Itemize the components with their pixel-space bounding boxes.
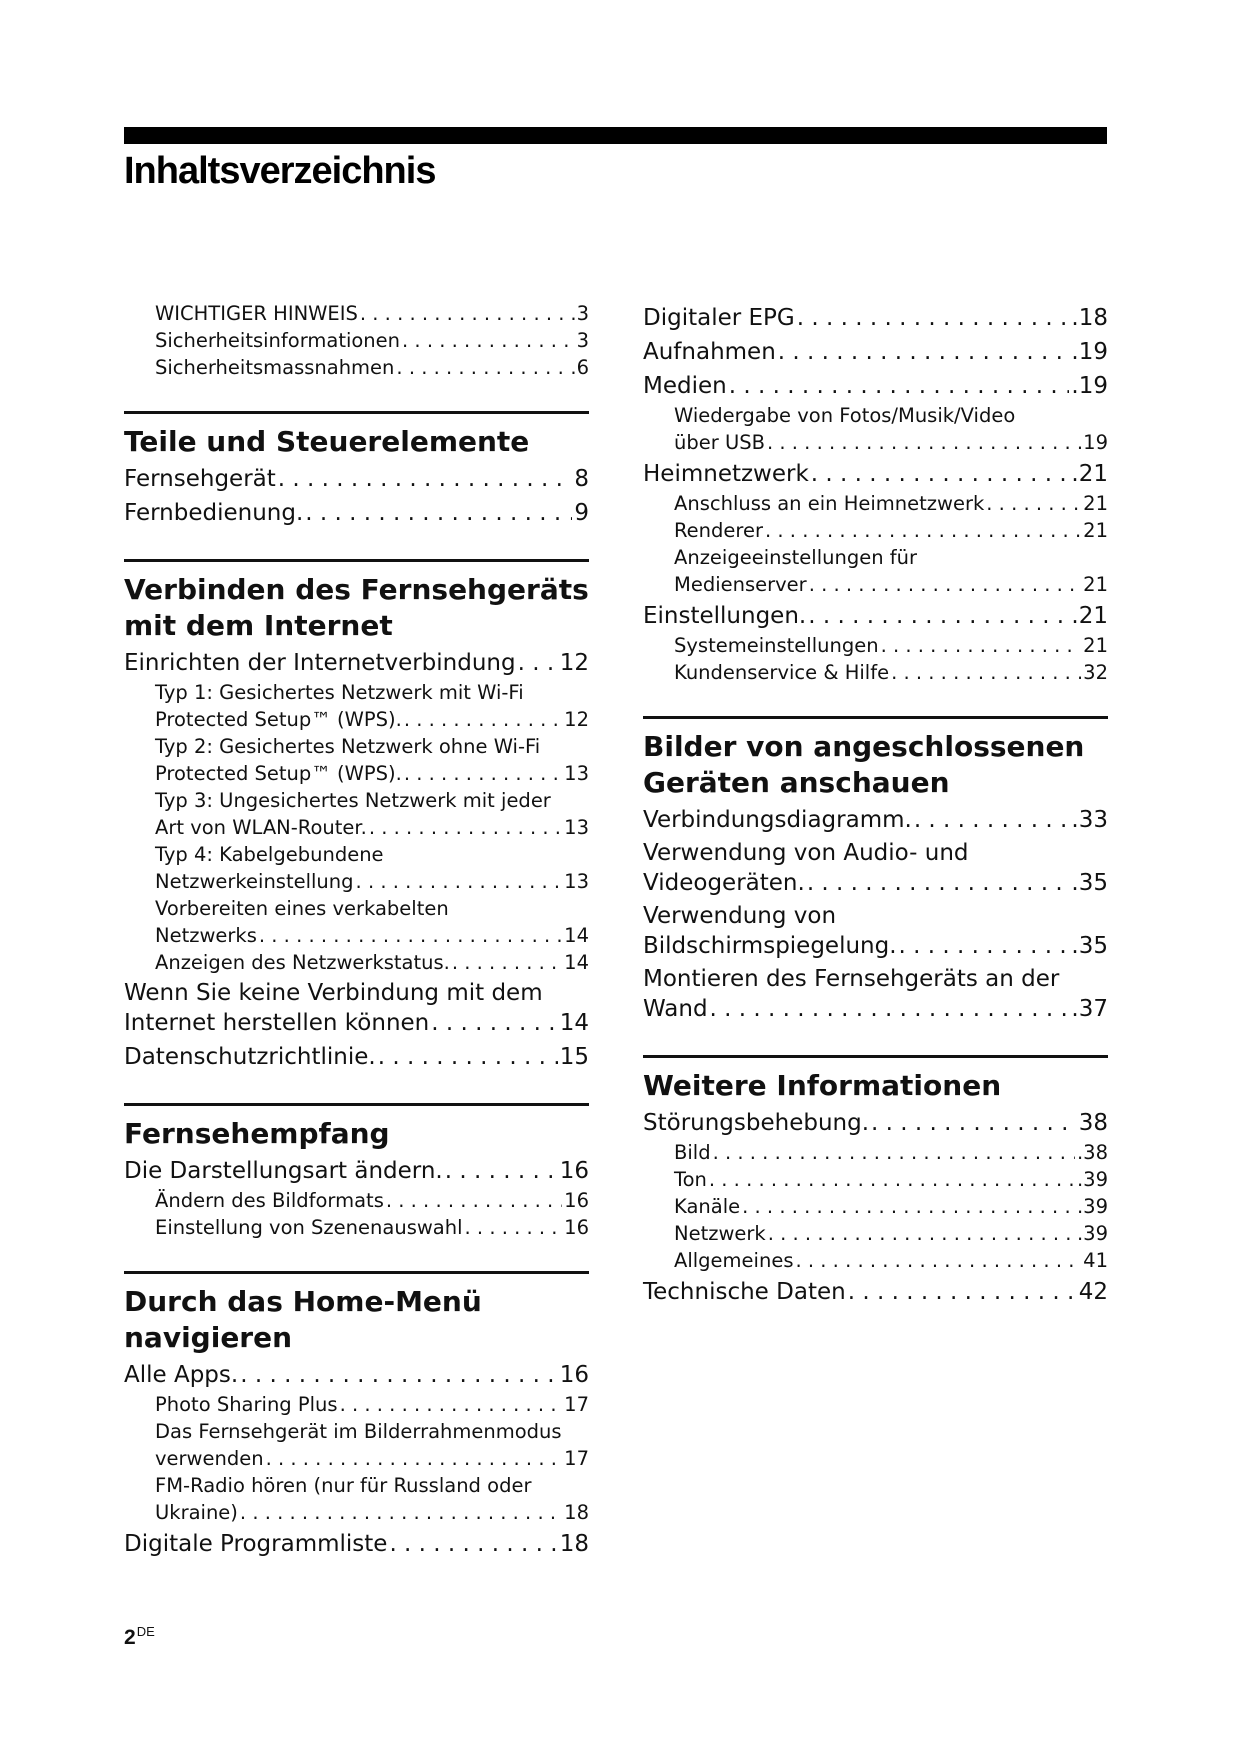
toc-entry-line bbox=[643, 1277, 1108, 1308]
toc-subentry[interactable] bbox=[643, 1166, 1108, 1193]
toc-page-number: .39 bbox=[1076, 1168, 1108, 1191]
toc-entry-line bbox=[674, 490, 1108, 517]
toc-entry-line bbox=[674, 517, 1108, 544]
toc-page-number: .35 bbox=[1071, 933, 1108, 959]
toc-entry-first-line: Wiedergabe von Fotos/Musik/Video bbox=[674, 404, 1016, 427]
toc-entry-text: Verbindungsdiagramm. bbox=[643, 807, 912, 833]
toc-page-number: .21 bbox=[1071, 461, 1108, 487]
toc-entry-line bbox=[643, 371, 1108, 402]
toc-entry-line bbox=[643, 303, 1108, 334]
section-heading: Verbinden des Fernsehgeräts mit dem Internet bbox=[124, 573, 589, 642]
toc-subentry[interactable] bbox=[643, 1139, 1108, 1166]
toc-entry-text: Kundenservice & Hilfe bbox=[674, 661, 890, 684]
toc-subentry[interactable] bbox=[124, 1472, 589, 1526]
toc-entry-first-line: Typ 1: Gesichertes Netzwerk mit Wi-Fi bbox=[155, 681, 524, 704]
dot-leader bbox=[338, 1391, 563, 1418]
toc-entry-text: Photo Sharing Plus bbox=[155, 1393, 338, 1416]
toc-entry-text: Systemeinstellungen bbox=[674, 634, 879, 657]
section-heading: Teile und Steuerelemente bbox=[124, 425, 530, 458]
toc-page-number: 15 bbox=[559, 1044, 589, 1070]
dot-leader bbox=[708, 994, 1070, 1025]
toc-left-sections bbox=[124, 411, 589, 1560]
toc-entry-text: Störungsbehebung. bbox=[643, 1110, 870, 1136]
section-rule bbox=[643, 716, 1108, 719]
toc-entry-text: Fernsehgerät bbox=[124, 466, 276, 492]
toc-entry[interactable] bbox=[643, 337, 1108, 368]
dot-leader bbox=[809, 459, 1070, 490]
toc-entry-line bbox=[155, 1187, 589, 1214]
toc-page-number: 42 bbox=[1078, 1279, 1108, 1305]
toc-page-number: .6 bbox=[570, 356, 589, 379]
toc-entry-line bbox=[155, 1214, 589, 1241]
dot-leader bbox=[257, 922, 562, 949]
dot-leader bbox=[707, 1166, 1075, 1193]
toc-entry-line bbox=[155, 300, 589, 327]
toc-subentry[interactable] bbox=[643, 490, 1108, 517]
toc-entry[interactable] bbox=[643, 303, 1108, 334]
toc-entry-text: Datenschutzrichtlinie. bbox=[124, 1044, 376, 1070]
toc-entry[interactable] bbox=[643, 965, 1108, 1025]
toc-page-number: 21 bbox=[1083, 573, 1108, 596]
toc-entry[interactable] bbox=[124, 1360, 589, 1391]
toc-page-number: 21 bbox=[1083, 634, 1108, 657]
toc-entry[interactable] bbox=[643, 459, 1108, 490]
dot-leader bbox=[384, 1187, 562, 1214]
toc-entry-text: Einstellung von Szenenauswahl bbox=[155, 1216, 463, 1239]
toc-subentry[interactable] bbox=[124, 841, 589, 895]
toc-entry-text: Sicherheitsmassnahmen bbox=[155, 356, 395, 379]
toc-entry-text: Ändern des Bildformats bbox=[155, 1189, 384, 1212]
toc-subentry[interactable] bbox=[124, 1391, 589, 1418]
toc-entry-text: Videogeräten. bbox=[643, 870, 805, 896]
dot-leader bbox=[387, 1529, 557, 1560]
toc-entry-text: Protected Setup™ (WPS). bbox=[155, 762, 402, 785]
toc-entry[interactable] bbox=[643, 601, 1108, 632]
toc-page-number: 41 bbox=[1083, 1249, 1108, 1272]
toc-entry-line bbox=[124, 1008, 589, 1039]
toc-subentry[interactable] bbox=[124, 300, 589, 327]
toc-entry[interactable] bbox=[124, 498, 589, 529]
toc-entry-text: Medien bbox=[643, 373, 727, 399]
toc-entry-line bbox=[643, 931, 1108, 962]
toc-entry-line bbox=[674, 632, 1108, 659]
toc-entry-text: Fernbedienung. bbox=[124, 500, 304, 526]
toc-page-number: 12 bbox=[559, 650, 589, 676]
toc-subentry[interactable] bbox=[124, 1418, 589, 1472]
toc-entry-line bbox=[674, 1166, 1108, 1193]
toc-entry[interactable] bbox=[643, 902, 1108, 962]
toc-subentry[interactable] bbox=[124, 354, 589, 381]
toc-entry[interactable] bbox=[643, 805, 1108, 836]
toc-entry-text: WICHTIGER HINWEIS bbox=[155, 302, 358, 325]
toc-entry-first-line: Typ 2: Gesichertes Netzwerk ohne Wi-Fi bbox=[155, 735, 541, 758]
toc-subentry[interactable] bbox=[643, 402, 1108, 456]
dot-leader bbox=[889, 659, 1081, 686]
section-heading: Weitere Informationen bbox=[643, 1069, 1002, 1102]
toc-section bbox=[643, 303, 1108, 686]
dot-leader bbox=[264, 1445, 563, 1472]
dot-leader bbox=[776, 337, 1070, 368]
toc-entry-first-line: Vorbereiten eines verkabelten bbox=[155, 897, 449, 920]
toc-entry-line bbox=[643, 1108, 1108, 1139]
toc-page-number: 13 bbox=[564, 816, 589, 839]
toc-page-number: .39 bbox=[1076, 1195, 1108, 1218]
toc-entry-text: Netzwerkeinstellung bbox=[155, 870, 354, 893]
toc-entry-line bbox=[124, 1156, 589, 1187]
toc-entry-line bbox=[124, 464, 589, 495]
toc-page-number: 17 bbox=[564, 1447, 589, 1470]
dot-leader bbox=[443, 1156, 558, 1187]
dot-leader bbox=[766, 1220, 1075, 1247]
dot-leader bbox=[303, 498, 572, 529]
toc-subentry[interactable] bbox=[643, 1193, 1108, 1220]
toc-page-number: 16 bbox=[559, 1362, 589, 1388]
section-rule bbox=[643, 1055, 1108, 1058]
dot-leader bbox=[805, 868, 1070, 899]
section-rule bbox=[124, 559, 589, 562]
toc-entry-text: Anschluss an ein Heimnetzwerk bbox=[674, 492, 985, 515]
toc-entry-first-line: Anzeigeeinstellungen für bbox=[674, 546, 918, 569]
toc-right-sections bbox=[643, 303, 1108, 1308]
section-heading: Fernsehempfang bbox=[124, 1117, 390, 1150]
toc-entry[interactable] bbox=[124, 1156, 589, 1187]
toc-entry-text: Art von WLAN-Router. bbox=[155, 816, 367, 839]
toc-entry-line bbox=[643, 459, 1108, 490]
toc-entry-line bbox=[124, 1529, 589, 1560]
toc-page-number: .19 bbox=[1071, 373, 1108, 399]
toc-section bbox=[124, 1103, 589, 1241]
toc-entry-text: Netzwerk bbox=[674, 1222, 766, 1245]
toc-entry-line bbox=[155, 949, 589, 976]
language-code: DE bbox=[136, 1624, 155, 1639]
toc-entry-text: Wand bbox=[643, 996, 708, 1022]
toc-entry[interactable] bbox=[124, 1529, 589, 1560]
toc-subentry[interactable] bbox=[124, 895, 589, 949]
toc-entry[interactable] bbox=[643, 1277, 1108, 1308]
dot-leader bbox=[238, 1499, 562, 1526]
toc-entry-line bbox=[643, 994, 1108, 1025]
toc-page-number: .33 bbox=[1071, 807, 1108, 833]
dot-leader bbox=[846, 1277, 1077, 1308]
toc-entry-text: Einstellungen. bbox=[643, 603, 807, 629]
toc-page-number: .19 bbox=[1071, 339, 1108, 365]
toc-entry-line bbox=[155, 706, 589, 733]
toc-entry-line bbox=[155, 760, 589, 787]
toc-entry-line bbox=[155, 327, 589, 354]
dot-leader bbox=[354, 868, 563, 895]
toc-entry-text: Anzeigen des Netzwerkstatus. bbox=[155, 951, 450, 974]
toc-page-number: 14 bbox=[564, 924, 589, 947]
toc-page-number: 16 bbox=[564, 1189, 589, 1212]
toc-entry[interactable] bbox=[124, 979, 589, 1039]
toc-page-number: 38 bbox=[1078, 1110, 1108, 1136]
toc-entry[interactable] bbox=[643, 839, 1108, 899]
toc-page-number: .35 bbox=[1071, 870, 1108, 896]
dot-leader bbox=[806, 601, 1076, 632]
toc-entry-text: Renderer bbox=[674, 519, 764, 542]
toc-entry-line bbox=[643, 868, 1108, 899]
toc-entry-line bbox=[155, 1445, 589, 1472]
toc-page-number: 16 bbox=[564, 1216, 589, 1239]
toc-page-number: 16 bbox=[559, 1158, 589, 1184]
dot-leader bbox=[912, 805, 1070, 836]
toc-entry-first-line: FM-Radio hören (nur für Russland oder bbox=[155, 1474, 532, 1497]
toc-page-number: 9 bbox=[574, 500, 589, 526]
toc-entry-line bbox=[155, 868, 589, 895]
toc-entry-text: Bild bbox=[674, 1141, 711, 1164]
toc-subentry[interactable] bbox=[643, 544, 1108, 598]
toc-entry-line bbox=[643, 337, 1108, 368]
toc-page-number: 21 bbox=[1083, 492, 1108, 515]
toc-entry-line bbox=[674, 1193, 1108, 1220]
dot-leader bbox=[807, 571, 1081, 598]
dot-leader bbox=[358, 300, 569, 327]
toc-entry[interactable] bbox=[124, 648, 589, 679]
toc-subentry[interactable] bbox=[124, 327, 589, 354]
toc-entry-first-line: Montieren des Fernsehgeräts an der bbox=[643, 966, 1060, 992]
toc-page-number: 14 bbox=[564, 951, 589, 974]
toc-entry-text: Technische Daten bbox=[643, 1279, 846, 1305]
toc-entry-text: Alle Apps. bbox=[124, 1362, 239, 1388]
toc-entry-line bbox=[124, 498, 589, 529]
toc-entry-text: Bildschirmspiegelung. bbox=[643, 933, 897, 959]
section-heading: Durch das Home-Menü navigieren bbox=[124, 1285, 482, 1354]
toc-entry-text: Aufnahmen bbox=[643, 339, 776, 365]
dot-leader bbox=[795, 303, 1070, 334]
dot-leader bbox=[897, 931, 1070, 962]
toc-entry-line bbox=[674, 1139, 1108, 1166]
toc-entry-first-line: Das Fernsehgerät im Bilderrahmenmodus bbox=[155, 1420, 562, 1443]
dot-leader bbox=[376, 1042, 558, 1073]
toc-subentry[interactable] bbox=[643, 1220, 1108, 1247]
toc-entry[interactable] bbox=[124, 1042, 589, 1073]
toc-entry-line bbox=[674, 1220, 1108, 1247]
toc-entry-text: Heimnetzwerk bbox=[643, 461, 809, 487]
toc-entry-first-line: Verwendung von Audio- und bbox=[643, 840, 969, 866]
toc-entry-line bbox=[674, 429, 1108, 456]
toc-entry-text: Kanäle bbox=[674, 1195, 741, 1218]
dot-leader bbox=[238, 1360, 558, 1391]
dot-leader bbox=[450, 949, 562, 976]
dot-leader bbox=[276, 464, 573, 495]
toc-section bbox=[124, 1271, 589, 1560]
toc-entry-line bbox=[155, 814, 589, 841]
toc-section bbox=[643, 716, 1108, 1025]
toc-entry-text: Ton bbox=[674, 1168, 707, 1191]
toc-subentry[interactable] bbox=[124, 733, 589, 787]
toc-entry-line bbox=[124, 1042, 589, 1073]
dot-leader bbox=[984, 490, 1081, 517]
toc-page-number: .3 bbox=[570, 302, 589, 325]
toc-page-number: 17 bbox=[564, 1393, 589, 1416]
toc-entry-line bbox=[124, 1360, 589, 1391]
toc-section bbox=[643, 1055, 1108, 1308]
toc-page-number: 18 bbox=[564, 1501, 589, 1524]
dot-leader bbox=[740, 1193, 1075, 1220]
toc-page-number: 13 bbox=[564, 870, 589, 893]
toc-subentry[interactable] bbox=[124, 1187, 589, 1214]
toc-entry[interactable] bbox=[124, 464, 589, 495]
toc-entry-text: Internet herstellen können bbox=[124, 1010, 430, 1036]
toc-subentry[interactable] bbox=[643, 659, 1108, 686]
toc-entry-text: verwenden bbox=[155, 1447, 264, 1470]
toc-entry-text: Allgemeines bbox=[674, 1249, 794, 1272]
toc-page-number: 8 bbox=[574, 466, 589, 492]
toc-entry-text: Einrichten der Internetverbindung bbox=[124, 650, 516, 676]
toc-entry-first-line: Verwendung von bbox=[643, 903, 837, 929]
toc-section bbox=[124, 411, 589, 529]
toc-entry-text: Die Darstellungsart ändern. bbox=[124, 1158, 443, 1184]
dot-leader bbox=[400, 327, 575, 354]
dot-leader bbox=[793, 1247, 1081, 1274]
toc-page-number: 19 bbox=[1083, 431, 1108, 454]
toc-subentry[interactable] bbox=[124, 787, 589, 841]
section-rule bbox=[124, 411, 589, 414]
toc-entry-first-line: Typ 3: Ungesichertes Netzwerk mit jeder bbox=[155, 789, 551, 812]
toc-section bbox=[124, 559, 589, 1073]
toc-subentry[interactable] bbox=[124, 679, 589, 733]
toc-page-number: .38 bbox=[1076, 1141, 1108, 1164]
toc-subentry[interactable] bbox=[124, 1214, 589, 1241]
section-heading: Bilder von angeschlossenen Geräten anschauen bbox=[643, 730, 1085, 799]
toc-page-number: 14 bbox=[559, 1010, 589, 1036]
toc-column-left bbox=[124, 300, 589, 1560]
toc-column-right bbox=[643, 300, 1108, 1308]
toc-entry-text: Digitale Programmliste bbox=[124, 1531, 388, 1557]
section-rule bbox=[124, 1103, 589, 1106]
title-bar-rule bbox=[124, 127, 1107, 144]
toc-page-number: 21 bbox=[1083, 519, 1108, 542]
dot-leader bbox=[879, 632, 1082, 659]
toc-entry-text: Digitaler EPG bbox=[643, 305, 795, 331]
toc-entry-text: Medienserver bbox=[674, 573, 807, 596]
toc-page-number: 13 bbox=[564, 762, 589, 785]
toc-entry-first-line: Typ 4: Kabelgebundene bbox=[155, 843, 384, 866]
dot-leader bbox=[394, 354, 568, 381]
dot-leader bbox=[869, 1108, 1077, 1139]
toc-entry-line bbox=[674, 659, 1108, 686]
toc-entry-line bbox=[155, 1499, 589, 1526]
dot-leader bbox=[516, 648, 558, 679]
toc-entry-line bbox=[643, 805, 1108, 836]
page-number bbox=[124, 1624, 155, 1650]
page-number-value: 2 bbox=[124, 1626, 136, 1649]
toc-entry[interactable] bbox=[643, 1108, 1108, 1139]
toc-page-number: 18 bbox=[559, 1531, 589, 1557]
toc-entry-text: Netzwerks bbox=[155, 924, 257, 947]
toc-subentry[interactable] bbox=[643, 1247, 1108, 1274]
dot-leader bbox=[765, 429, 1081, 456]
toc-subentry[interactable] bbox=[124, 949, 589, 976]
toc-entry-text: Ukraine) bbox=[155, 1501, 238, 1524]
toc-entry[interactable] bbox=[643, 371, 1108, 402]
toc-page-number: 3 bbox=[576, 329, 589, 352]
toc-entry-first-line: Wenn Sie keine Verbindung mit dem bbox=[124, 980, 543, 1006]
toc-entry-text: Protected Setup™ (WPS). bbox=[155, 708, 402, 731]
section-rule bbox=[124, 1271, 589, 1274]
page-title: Inhaltsverzeichnis bbox=[124, 150, 436, 192]
toc-page-number: .39 bbox=[1076, 1222, 1108, 1245]
toc-page-number: 21 bbox=[1078, 603, 1108, 629]
dot-leader bbox=[402, 706, 562, 733]
toc-entry-line bbox=[155, 354, 589, 381]
dot-leader bbox=[711, 1139, 1075, 1166]
dot-leader bbox=[402, 760, 562, 787]
toc-subentry[interactable] bbox=[643, 632, 1108, 659]
toc-page-number: 32 bbox=[1083, 661, 1108, 684]
toc-entry-line bbox=[674, 571, 1108, 598]
toc-entry-line bbox=[155, 1391, 589, 1418]
toc-page-number: 12 bbox=[564, 708, 589, 731]
toc-intro-list bbox=[124, 300, 589, 381]
toc-entry-line bbox=[124, 648, 589, 679]
toc-subentry[interactable] bbox=[643, 517, 1108, 544]
toc-entry-text: über USB bbox=[674, 431, 765, 454]
toc-entry-line bbox=[674, 1247, 1108, 1274]
toc-page-number: .18 bbox=[1071, 305, 1108, 331]
dot-leader bbox=[463, 1214, 563, 1241]
dot-leader bbox=[763, 517, 1081, 544]
dot-leader bbox=[429, 1008, 557, 1039]
dot-leader bbox=[727, 371, 1070, 402]
toc-entry-line bbox=[643, 601, 1108, 632]
toc-page-number: .37 bbox=[1071, 996, 1108, 1022]
dot-leader bbox=[367, 814, 562, 841]
toc-entry-text: Sicherheitsinformationen bbox=[155, 329, 401, 352]
toc-entry-line bbox=[155, 922, 589, 949]
